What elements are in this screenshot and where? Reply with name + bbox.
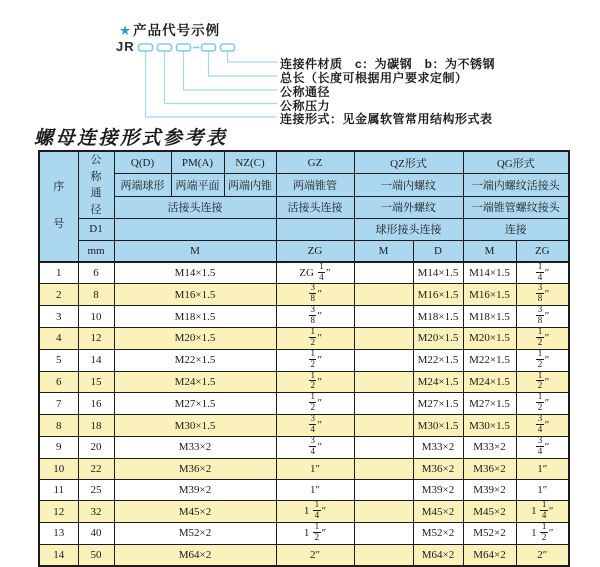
star-icon: ★: [119, 23, 133, 38]
header-row-1: [39, 151, 569, 174]
table-row: [39, 393, 569, 415]
cell-qz-m: [354, 349, 413, 371]
cell-qg-m: M18×1.5: [463, 306, 516, 328]
cell-dn: 18: [78, 415, 114, 437]
th-qz-joint: 球形接头连接: [354, 219, 463, 241]
cell-qg-zg: 1″: [516, 458, 569, 479]
fraction: $\frac{1}{2}$: [310, 349, 315, 369]
cell-gz-zg: $\frac{3}{4}$ ″: [276, 415, 354, 437]
table-row: [39, 544, 569, 565]
cell-qz-d: M27×1.5: [413, 393, 463, 415]
cell-qg-m: M27×1.5: [463, 393, 516, 415]
cell-gz-zg: 1 $\frac{1}{2}$ ″: [276, 523, 354, 545]
cell-qg-m: M14×1.5: [463, 262, 516, 284]
cell-qz-m: [354, 415, 413, 437]
cell-gz-zg: $\frac{1}{2}$ ″: [276, 328, 354, 350]
diagram-heading: [119, 19, 220, 39]
cell-gz-zg: $\frac{3}{8}$ ″: [276, 306, 354, 328]
cell-dn: 6: [78, 262, 114, 284]
cell-dn: 25: [78, 480, 114, 501]
cell-seq: 14: [39, 544, 78, 565]
cell-seq: 4: [39, 328, 78, 350]
cell-qg-m: M52×2: [463, 523, 516, 545]
cell-seq: 11: [39, 480, 78, 501]
fraction: $\frac{1}{4}$: [314, 500, 320, 521]
cell-gz-zg: $\frac{1}{2}$ ″: [276, 349, 354, 371]
cell-qg-m: M24×1.5: [463, 371, 516, 393]
fraction: $\frac{1}{2}$: [537, 371, 543, 391]
diagram-heading-text: 产品代号示例: [133, 23, 221, 38]
cell-m: M52×2: [114, 523, 276, 545]
th-empty-left: [114, 219, 276, 241]
cell-qz-m: [354, 262, 413, 284]
th-qz: QZ形式: [354, 151, 463, 174]
th-m: M: [114, 240, 276, 262]
cell-qz-d: M64×2: [413, 544, 463, 565]
cell-seq: 1: [39, 262, 78, 284]
cell-qz-m: [354, 458, 413, 479]
cell-qg-zg: $\frac{1}{2}$ ″: [516, 393, 569, 415]
cell-m: M36×2: [114, 458, 276, 479]
fraction: $\frac{3}{4}$: [310, 414, 315, 435]
th-seq: 序号: [39, 151, 78, 262]
th-qg-joint: 连接: [463, 219, 569, 241]
nut-connection-table: [38, 150, 570, 567]
fraction: $\frac{1}{4}$: [319, 261, 324, 282]
cell-dn: 16: [78, 393, 114, 415]
cell-seq: 12: [39, 501, 78, 523]
code-prefix: JR: [116, 39, 135, 54]
cell-qg-m: M16×1.5: [463, 284, 516, 306]
cell-qg-zg: $\frac{3}{4}$ ″: [516, 415, 569, 437]
product-code-diagram: [0, 0, 600, 135]
cell-qg-zg: $\frac{1}{2}$ ″: [516, 371, 569, 393]
table-row: [39, 328, 569, 350]
cell-qz-d: M18×1.5: [413, 306, 463, 328]
table-row: [39, 480, 569, 501]
fraction: $\frac{1}{2}$: [537, 349, 543, 369]
cell-seq: 6: [39, 371, 78, 393]
cell-dn: 40: [78, 523, 114, 545]
cell-gz-zg: 1″: [276, 458, 354, 479]
th-pma: PM(A): [171, 151, 224, 174]
legend-nominal-diameter: 公称通径: [280, 85, 331, 99]
th-left-conn: 活接头连接: [114, 196, 276, 219]
fraction: $\frac{1}{2}$: [537, 392, 543, 413]
cell-qg-zg: 1 $\frac{1}{2}$ ″: [516, 523, 569, 545]
cell-qz-d: M52×2: [413, 523, 463, 545]
cell-m: M33×2: [114, 436, 276, 458]
cell-m: M64×2: [114, 544, 276, 565]
cell-qz-m: [354, 544, 413, 565]
fraction: $\frac{1}{4}$: [541, 500, 547, 521]
fraction: $\frac{3}{8}$: [537, 305, 543, 326]
fraction: $\frac{3}{8}$: [310, 283, 315, 304]
header-row-4: [39, 219, 569, 241]
cell-m: M18×1.5: [114, 306, 276, 328]
cell-qz-m: [354, 306, 413, 328]
cell-qg-zg: 1″: [516, 480, 569, 501]
cell-m: M24×1.5: [114, 371, 276, 393]
th-qg-zg: ZG: [516, 240, 569, 262]
th-gz: GZ: [276, 151, 354, 174]
cell-qz-d: M16×1.5: [413, 284, 463, 306]
cell-qg-m: M30×1.5: [463, 415, 516, 437]
cell-qz-m: [354, 523, 413, 545]
table-row: [39, 306, 569, 328]
cell-qz-m: [354, 371, 413, 393]
cell-qz-d: M45×2: [413, 501, 463, 523]
cell-dn: 10: [78, 306, 114, 328]
cell-qg-m: M20×1.5: [463, 328, 516, 350]
cell-seq: 5: [39, 349, 78, 371]
th-nominal-diameter: 公称通径: [78, 151, 114, 219]
cell-qz-m: [354, 328, 413, 350]
cell-gz-zg: $\frac{1}{2}$ ″: [276, 393, 354, 415]
th-qz-d: D: [413, 240, 463, 262]
cell-dn: 8: [78, 284, 114, 306]
table-row: [39, 284, 569, 306]
cell-qz-m: [354, 393, 413, 415]
cell-qg-zg: 1 $\frac{1}{4}$ ″: [516, 501, 569, 523]
table-row: [39, 262, 569, 284]
cell-gz-zg: 1″: [276, 480, 354, 501]
cell-qz-m: [354, 284, 413, 306]
cell-dn: 32: [78, 501, 114, 523]
cell-qg-zg: $\frac{1}{2}$ ″: [516, 349, 569, 371]
cell-qg-zg: $\frac{3}{8}$ ″: [516, 306, 569, 328]
cell-seq: 3: [39, 306, 78, 328]
cell-qg-m: M22×1.5: [463, 349, 516, 371]
cell-m: M30×1.5: [114, 415, 276, 437]
table-header: [39, 151, 569, 262]
cell-dn: 50: [78, 544, 114, 565]
th-d1: D1: [78, 219, 114, 241]
th-gz-desc: 两端锥管: [276, 174, 354, 197]
header-row-5: [39, 240, 569, 262]
th-qg-m: M: [463, 240, 516, 262]
cell-qg-zg: $\frac{3}{8}$ ″: [516, 284, 569, 306]
legend-connection-form: 连接形式：见金属软管常用结构形式表: [280, 112, 493, 126]
fraction: $\frac{1}{2}$: [541, 522, 547, 542]
cell-qz-m: [354, 501, 413, 523]
cell-qg-zg: $\frac{1}{4}$ ″: [516, 262, 569, 284]
fraction: $\frac{3}{4}$: [537, 414, 543, 435]
legend-material: 连接件材质 c：为碳钢 b：为不锈钢: [280, 57, 496, 71]
cell-dn: 12: [78, 328, 114, 350]
cell-qz-d: M39×2: [413, 480, 463, 501]
cell-m: M14×1.5: [114, 262, 276, 284]
header-row-3: [39, 196, 569, 219]
cell-qg-zg: $\frac{1}{2}$ ″: [516, 328, 569, 350]
cell-m: M27×1.5: [114, 393, 276, 415]
fraction: $\frac{1}{2}$: [310, 327, 315, 347]
cell-gz-zg: ZG $\frac{1}{4}$ ″: [276, 262, 354, 284]
table-row: [39, 371, 569, 393]
fraction: $\frac{1}{4}$: [537, 261, 543, 282]
cell-m: M20×1.5: [114, 328, 276, 350]
cell-seq: 9: [39, 436, 78, 458]
th-pma-desc: 两端平面: [171, 174, 224, 197]
cell-qg-m: M64×2: [463, 544, 516, 565]
code-boxes: [139, 44, 235, 51]
cell-qg-m: M45×2: [463, 501, 516, 523]
th-empty-gz: [276, 219, 354, 241]
th-qz-desc: 一端内螺纹: [354, 174, 463, 197]
fraction: $\frac{1}{2}$: [537, 327, 543, 347]
th-qg-desc: 一端内螺纹活接头: [463, 174, 569, 197]
cell-qz-m: [354, 480, 413, 501]
th-nzc: NZ(C): [224, 151, 276, 174]
table-body: [39, 262, 569, 566]
cell-seq: 10: [39, 458, 78, 479]
th-mm: mm: [78, 240, 114, 262]
cell-seq: 13: [39, 523, 78, 545]
cell-dn: 15: [78, 371, 114, 393]
header-row-2: [39, 174, 569, 197]
fraction: $\frac{1}{2}$: [310, 371, 315, 391]
cell-seq: 2: [39, 284, 78, 306]
table-row: [39, 415, 569, 437]
fraction: $\frac{1}{2}$: [314, 522, 320, 542]
fraction: $\frac{3}{4}$: [537, 436, 543, 456]
cell-qg-m: M39×2: [463, 480, 516, 501]
cell-dn: 20: [78, 436, 114, 458]
table-title: 螺母连接形式参考表: [34, 128, 228, 149]
cell-gz-zg: $\frac{3}{4}$ ″: [276, 436, 354, 458]
fraction: $\frac{3}{8}$: [537, 283, 543, 304]
th-gz-conn: 活接头连接: [276, 196, 354, 219]
cell-qg-m: M36×2: [463, 458, 516, 479]
cell-qz-d: M33×2: [413, 436, 463, 458]
cell-qz-d: M20×1.5: [413, 328, 463, 350]
cell-seq: 8: [39, 415, 78, 437]
cell-gz-zg: 1 $\frac{1}{4}$ ″: [276, 501, 354, 523]
cell-dn: 14: [78, 349, 114, 371]
cell-qg-zg: 2″: [516, 544, 569, 565]
th-qz-conn: 一端外螺纹: [354, 196, 463, 219]
cell-qz-m: [354, 436, 413, 458]
legend-total-length: 总长（长度可根据用户要求定制）: [280, 71, 468, 85]
table-row: [39, 349, 569, 371]
fraction: $\frac{3}{4}$: [310, 436, 315, 456]
fraction: $\frac{3}{8}$: [310, 305, 315, 326]
cell-gz-zg: 2″: [276, 544, 354, 565]
cell-gz-zg: $\frac{1}{2}$ ″: [276, 371, 354, 393]
cell-qz-d: M36×2: [413, 458, 463, 479]
cell-qz-d: M22×1.5: [413, 349, 463, 371]
cell-m: M45×2: [114, 501, 276, 523]
th-zg: ZG: [276, 240, 354, 262]
table-row: [39, 458, 569, 479]
cell-qz-d: M24×1.5: [413, 371, 463, 393]
th-nzc-desc: 两端内锥: [224, 174, 276, 197]
cell-seq: 7: [39, 393, 78, 415]
cell-qg-m: M33×2: [463, 436, 516, 458]
cell-gz-zg: $\frac{3}{8}$ ″: [276, 284, 354, 306]
fraction: $\frac{1}{2}$: [310, 392, 315, 413]
cell-m: M39×2: [114, 480, 276, 501]
table-row: [39, 523, 569, 545]
th-qg: QG形式: [463, 151, 569, 174]
table-row: [39, 501, 569, 523]
table-row: [39, 436, 569, 458]
th-qd-desc: 两端球形: [114, 174, 171, 197]
cell-qg-zg: $\frac{3}{4}$ ″: [516, 436, 569, 458]
cell-qz-d: M14×1.5: [413, 262, 463, 284]
cell-qz-d: M30×1.5: [413, 415, 463, 437]
th-qg-conn: 一端锥管螺纹接头: [463, 196, 569, 219]
cell-dn: 22: [78, 458, 114, 479]
cell-m: M16×1.5: [114, 284, 276, 306]
cell-m: M22×1.5: [114, 349, 276, 371]
legend-nominal-pressure: 公称压力: [280, 98, 331, 113]
th-qz-m: M: [354, 240, 413, 262]
th-qd: Q(D): [114, 151, 171, 174]
